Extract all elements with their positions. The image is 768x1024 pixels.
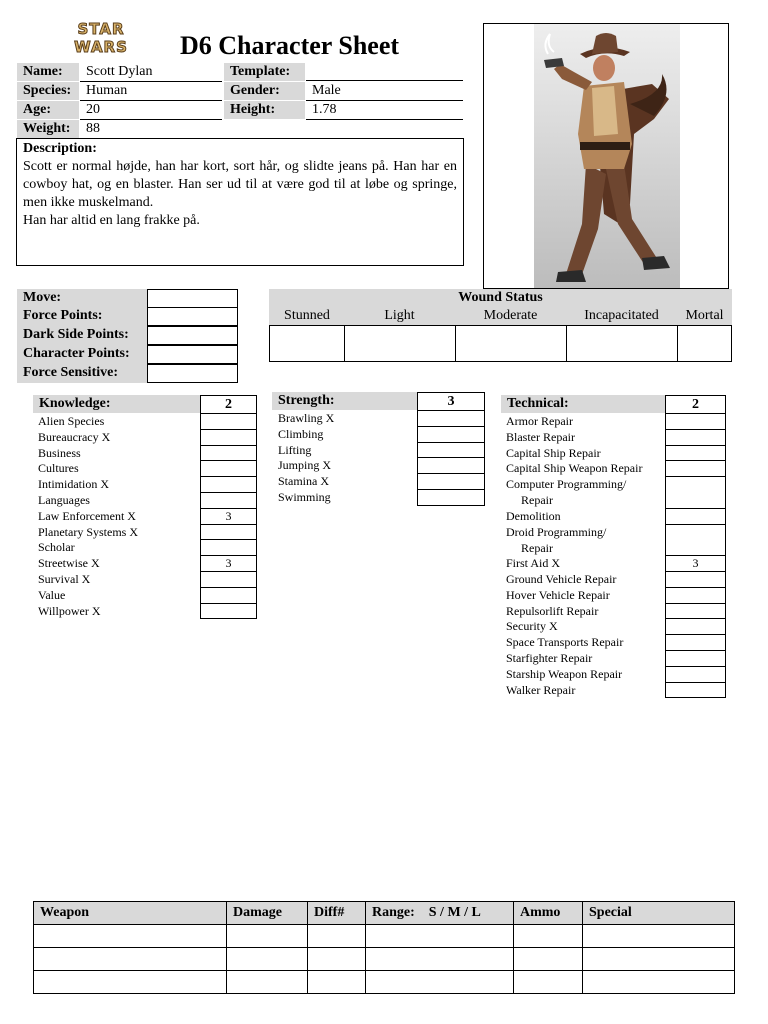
- skill-row: [506, 682, 727, 698]
- skill-row: [506, 460, 727, 476]
- skill-value-box[interactable]: [200, 539, 257, 556]
- skill-value-box[interactable]: [665, 524, 726, 557]
- skill-row: [506, 413, 727, 429]
- skill-value-box[interactable]: [665, 618, 726, 635]
- move-box[interactable]: [147, 289, 238, 308]
- skill-value-box[interactable]: [200, 460, 257, 477]
- skill-row: [506, 650, 727, 666]
- skill-name: Armor Repair: [506, 414, 573, 428]
- weapon-cell[interactable]: [34, 971, 227, 994]
- skill-row: [506, 571, 727, 587]
- skill-value-box[interactable]: [665, 634, 726, 651]
- skill-row: [506, 587, 727, 603]
- name-field[interactable]: Scott Dylan: [80, 63, 222, 82]
- strength-skill-list: [278, 410, 486, 505]
- weight-field[interactable]: 88: [86, 121, 100, 136]
- skill-row: [38, 587, 258, 603]
- skill-name: Streetwise X: [38, 556, 100, 571]
- diff-header: Diff#: [308, 902, 366, 925]
- ammo-header: Ammo: [514, 902, 583, 925]
- technical-label: Technical:: [507, 396, 569, 411]
- weapon-cell[interactable]: [514, 948, 583, 971]
- skill-value-box[interactable]: [200, 603, 257, 620]
- skill-name: Demolition: [506, 508, 561, 523]
- skill-name: Climbing: [278, 426, 324, 441]
- character-points-box[interactable]: [147, 345, 238, 364]
- skill-name: Capital Ship Repair: [506, 445, 601, 460]
- skill-row: [38, 571, 258, 587]
- page-title: D6 Character Sheet: [180, 31, 400, 60]
- star-wars-logo: [68, 22, 134, 58]
- skill-value-box[interactable]: [665, 666, 726, 683]
- wound-incapacitated-box[interactable]: [566, 325, 678, 362]
- technical-skill-list: [506, 413, 727, 697]
- portrait-frame: [483, 23, 729, 289]
- logo-line-1: STAR: [77, 20, 125, 38]
- species-label: Species:: [17, 82, 79, 100]
- skill-name: Bureaucracy X: [38, 429, 111, 444]
- weapon-cell[interactable]: [514, 971, 583, 994]
- wound-mortal-label: Mortal: [685, 308, 724, 323]
- skill-name: Willpower X: [38, 603, 101, 618]
- logo-line-2: WARS: [74, 38, 128, 56]
- skill-name: Starship Weapon Repair: [506, 666, 623, 681]
- wound-light-box[interactable]: [344, 325, 456, 362]
- skill-value-box[interactable]: [665, 508, 726, 525]
- skill-row: [278, 442, 486, 458]
- weapon-cell[interactable]: [583, 948, 735, 971]
- weapon-cell[interactable]: [34, 948, 227, 971]
- wound-incapacitated-label: Incapacitated: [584, 308, 659, 323]
- skill-name-continued: Repair: [521, 540, 553, 555]
- age-label: Age:: [17, 101, 79, 119]
- skill-name: First Aid X: [506, 556, 561, 571]
- weapon-header: Weapon: [34, 902, 227, 925]
- template-label: Template:: [224, 63, 305, 81]
- range-header: Range: S / M / L: [366, 902, 514, 925]
- gender-field[interactable]: Male: [306, 82, 463, 101]
- character-points-label: Character Points:: [23, 346, 130, 361]
- weapon-cell[interactable]: [583, 925, 735, 948]
- skill-row: [506, 666, 727, 682]
- species-field[interactable]: Human: [80, 82, 222, 101]
- skill-name: Security X: [506, 619, 558, 634]
- skill-name: Intimidation X: [38, 477, 109, 492]
- skill-name: Repulsorlift Repair: [506, 603, 599, 618]
- skill-value-box[interactable]: [417, 489, 485, 506]
- weapon-cell[interactable]: [308, 925, 366, 948]
- force-sensitive-box[interactable]: [147, 364, 238, 383]
- skill-row: [506, 476, 727, 508]
- skill-name: Capital Ship Weapon Repair: [506, 461, 643, 476]
- knowledge-label: Knowledge:: [39, 396, 111, 411]
- skill-value-box[interactable]: [665, 476, 726, 509]
- skill-name: Survival X: [38, 571, 91, 586]
- skill-row: [506, 555, 727, 571]
- skill-value-box[interactable]: [665, 682, 726, 699]
- skill-row: [38, 413, 258, 429]
- skill-name: Scholar: [38, 540, 75, 555]
- skill-row: [38, 555, 258, 571]
- skill-value-box[interactable]: [200, 445, 257, 462]
- template-field[interactable]: [306, 63, 463, 81]
- weapon-cell[interactable]: [34, 925, 227, 948]
- skill-value-box[interactable]: [200, 413, 257, 430]
- description-label: Description:: [23, 141, 97, 156]
- skill-value-box[interactable]: [665, 603, 726, 620]
- skill-name: Stamina X: [278, 474, 329, 489]
- skill-value-box[interactable]: [417, 473, 485, 490]
- wound-stunned-label: Stunned: [284, 308, 330, 323]
- weapons-header-row: [34, 902, 735, 925]
- skill-row: [506, 618, 727, 634]
- skill-name: Value: [38, 587, 66, 602]
- skill-row: [506, 445, 727, 461]
- skill-value-box[interactable]: [665, 413, 726, 430]
- description-box[interactable]: [16, 138, 464, 266]
- skill-row: [38, 460, 258, 476]
- skill-name: Business: [38, 445, 81, 460]
- skill-row: [38, 429, 258, 445]
- wound-moderate-label: Moderate: [483, 308, 538, 323]
- dark-side-points-label: Dark Side Points:: [23, 327, 129, 342]
- wound-stunned-box[interactable]: [269, 325, 345, 362]
- skill-row: [278, 457, 486, 473]
- weapons-table: [33, 901, 735, 994]
- technical-value[interactable]: 2: [665, 395, 726, 414]
- knowledge-value[interactable]: 2: [200, 395, 257, 414]
- damage-header: Damage: [227, 902, 308, 925]
- skill-row: [278, 426, 486, 442]
- skill-value-box[interactable]: [417, 410, 485, 427]
- wound-mortal-box[interactable]: [677, 325, 732, 362]
- skill-row: [506, 524, 727, 556]
- dark-side-points-box[interactable]: [147, 326, 238, 345]
- weapon-cell[interactable]: [583, 971, 735, 994]
- skill-value-box[interactable]: [417, 457, 485, 474]
- skill-value-box[interactable]: [200, 492, 257, 509]
- skill-value-box[interactable]: [200, 524, 257, 541]
- skill-name: Starfighter Repair: [506, 650, 593, 665]
- skill-value-box[interactable]: [200, 587, 257, 604]
- skill-value-box[interactable]: [665, 445, 726, 462]
- height-field[interactable]: 1.78: [306, 101, 463, 120]
- skill-value-box[interactable]: [200, 429, 257, 446]
- skill-name: Brawling X: [278, 411, 335, 425]
- skill-row: [38, 539, 258, 555]
- skill-name: Ground Vehicle Repair: [506, 571, 617, 586]
- skill-row: [38, 476, 258, 492]
- wound-light-label: Light: [384, 308, 415, 323]
- skill-row: [506, 634, 727, 650]
- move-label: Move:: [23, 290, 62, 305]
- skill-row: [278, 410, 486, 426]
- skill-name: Hover Vehicle Repair: [506, 587, 610, 602]
- weapon-cell[interactable]: [366, 925, 514, 948]
- force-points-label: Force Points:: [23, 308, 103, 323]
- skill-name: Walker Repair: [506, 682, 576, 697]
- force-points-box[interactable]: [147, 307, 238, 326]
- skill-name: Droid Programming/: [506, 524, 607, 539]
- weapon-cell[interactable]: [227, 971, 308, 994]
- strength-label: Strength:: [278, 393, 335, 408]
- description-text: Scott er normal højde, han har kort, sort hår, og slidte jeans på. Han har en cowboy hat, og en blaster. Han ser ud til at være god til at løbe og springe, men ikke muskelmand. Han har altid en lang frakke på.: [23, 159, 457, 228]
- skill-value-box[interactable]: 3: [665, 555, 726, 572]
- weapon-cell[interactable]: [227, 925, 308, 948]
- height-label: Height:: [224, 101, 305, 119]
- skill-name: Blaster Repair: [506, 429, 575, 444]
- skill-row: [38, 603, 258, 619]
- weapon-cell[interactable]: [366, 971, 514, 994]
- skill-name: Lifting: [278, 442, 312, 457]
- weapon-row: [34, 925, 735, 948]
- skill-row: [278, 489, 486, 505]
- skill-name-continued: Repair: [521, 493, 553, 508]
- skill-value-box[interactable]: 3: [200, 508, 257, 525]
- skill-value-box[interactable]: [665, 587, 726, 604]
- skill-value-box[interactable]: [665, 429, 726, 446]
- skill-value-box[interactable]: [200, 476, 257, 493]
- character-portrait-image: [534, 24, 680, 288]
- skill-name: Planetary Systems X: [38, 524, 138, 539]
- skill-row: [38, 508, 258, 524]
- force-sensitive-label: Force Sensitive:: [23, 365, 118, 380]
- knowledge-skill-list: [38, 413, 258, 618]
- skill-value-box[interactable]: [665, 650, 726, 667]
- strength-value[interactable]: 3: [417, 392, 485, 411]
- weapon-row: [34, 971, 735, 994]
- age-field[interactable]: 20: [80, 101, 222, 120]
- weapon-row: [34, 948, 735, 971]
- skill-name: Languages: [38, 492, 90, 507]
- weapon-cell[interactable]: [514, 925, 583, 948]
- weapon-cell[interactable]: [227, 948, 308, 971]
- skill-name: Alien Species: [38, 414, 105, 428]
- skill-name: Space Transports Repair: [506, 635, 624, 650]
- skill-value-box[interactable]: [665, 571, 726, 588]
- skill-value-box[interactable]: [200, 571, 257, 588]
- weapon-cell[interactable]: [366, 948, 514, 971]
- skill-value-box[interactable]: [665, 460, 726, 477]
- skill-row: [38, 445, 258, 461]
- skill-row: [38, 524, 258, 540]
- weight-label: Weight:: [17, 120, 79, 138]
- skill-name: Jumping X: [278, 458, 332, 473]
- skill-value-box[interactable]: 3: [200, 555, 257, 572]
- wound-status-title: Wound Status: [458, 290, 543, 305]
- weapon-cell[interactable]: [308, 948, 366, 971]
- skill-row: [506, 508, 727, 524]
- name-label: Name:: [17, 63, 79, 81]
- skill-row: [38, 492, 258, 508]
- skill-row: [506, 603, 727, 619]
- gender-label: Gender:: [224, 82, 305, 100]
- skill-row: [506, 429, 727, 445]
- weapon-cell[interactable]: [308, 971, 366, 994]
- skill-name: Cultures: [38, 461, 79, 476]
- special-header: Special: [583, 902, 735, 925]
- skill-row: [278, 473, 486, 489]
- wound-moderate-box[interactable]: [455, 325, 567, 362]
- skill-value-box[interactable]: [417, 426, 485, 443]
- skill-name: Computer Programming/: [506, 477, 627, 492]
- skill-name: Law Enforcement X: [38, 508, 136, 523]
- skill-name: Swimming: [278, 489, 331, 504]
- skill-value-box[interactable]: [417, 442, 485, 459]
